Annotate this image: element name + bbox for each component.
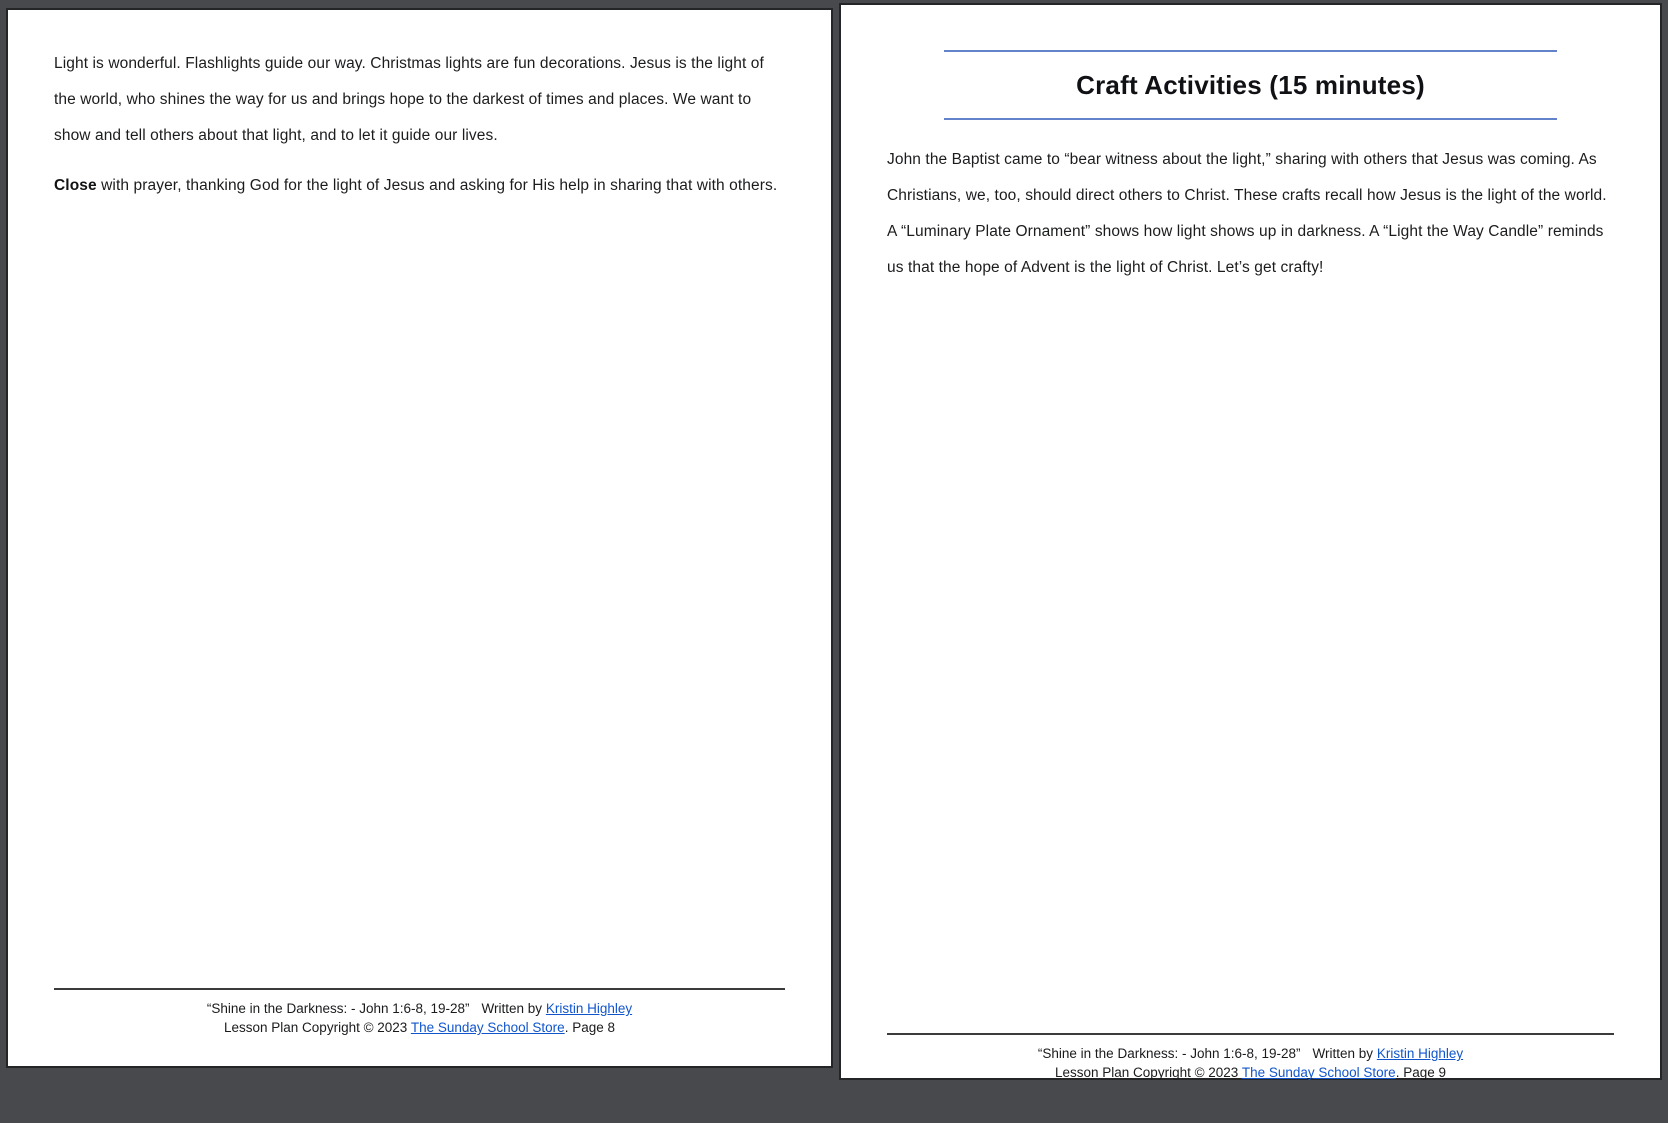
written-by-label: Written by (481, 1001, 543, 1016)
store-link[interactable]: The Sunday School Store (1241, 1065, 1396, 1080)
page-9-content (841, 50, 1660, 1123)
document-page-8 (6, 8, 833, 1068)
footer-copyright-line (887, 1063, 1614, 1082)
page-8-content (8, 10, 831, 1066)
page-number: . Page 9 (1395, 1065, 1446, 1080)
page-number: . Page 8 (564, 1020, 615, 1035)
craft-intro-paragraph: John the Baptist came to “bear witness about the light,” sharing with others that Jesus was coming. As Christians, we, too, should direct others to Christ. These crafts recall how Jesus is the light of the world. A “Luminary Plate Ornament” shows how light shows up in darkness. A “Light the Way Candle” reminds us that the hope of Advent is the light of Christ. Let’s get crafty! (887, 151, 1607, 276)
lesson-title-quote: “Shine in the Darkness: - John 1:6-8, 19-28” (206, 1001, 470, 1016)
page-8-footer (54, 988, 785, 1037)
document-page-9 (839, 3, 1662, 1080)
page-9-footer (887, 1033, 1614, 1082)
lesson-title-quote: “Shine in the Darkness: - John 1:6-8, 19-28” (1037, 1046, 1301, 1061)
footer-divider (54, 988, 785, 990)
section-heading-block (944, 50, 1557, 120)
footer-copyright-line (54, 1018, 785, 1037)
written-by-label: Written by (1312, 1046, 1374, 1061)
close-prayer-paragraph (54, 168, 785, 204)
author-link[interactable]: Kristin Highley (1376, 1046, 1464, 1061)
footer-divider (887, 1033, 1614, 1035)
close-label: Close (54, 177, 97, 194)
section-heading: Craft Activities (15 minutes) (1076, 70, 1425, 100)
copyright-text: Lesson Plan Copyright © 2023 (224, 1020, 408, 1035)
author-link[interactable]: Kristin Highley (545, 1001, 633, 1016)
copyright-text: Lesson Plan Copyright © 2023 (1055, 1065, 1239, 1080)
footer-citation-line (887, 1044, 1614, 1063)
intro-paragraph: Light is wonderful. Flashlights guide our way. Christmas lights are fun decorations. Jesus is the light of the world, who shines the way for us and brings hope to the darkest of times and places. We want to show and tell others about that light, and to let it guide our lives. (54, 55, 764, 144)
store-link[interactable]: The Sunday School Store (410, 1020, 565, 1035)
close-paragraph-text: with prayer, thanking God for the light of Jesus and asking for His help in sharing that with others. (101, 177, 778, 194)
footer-citation-line (54, 999, 785, 1018)
